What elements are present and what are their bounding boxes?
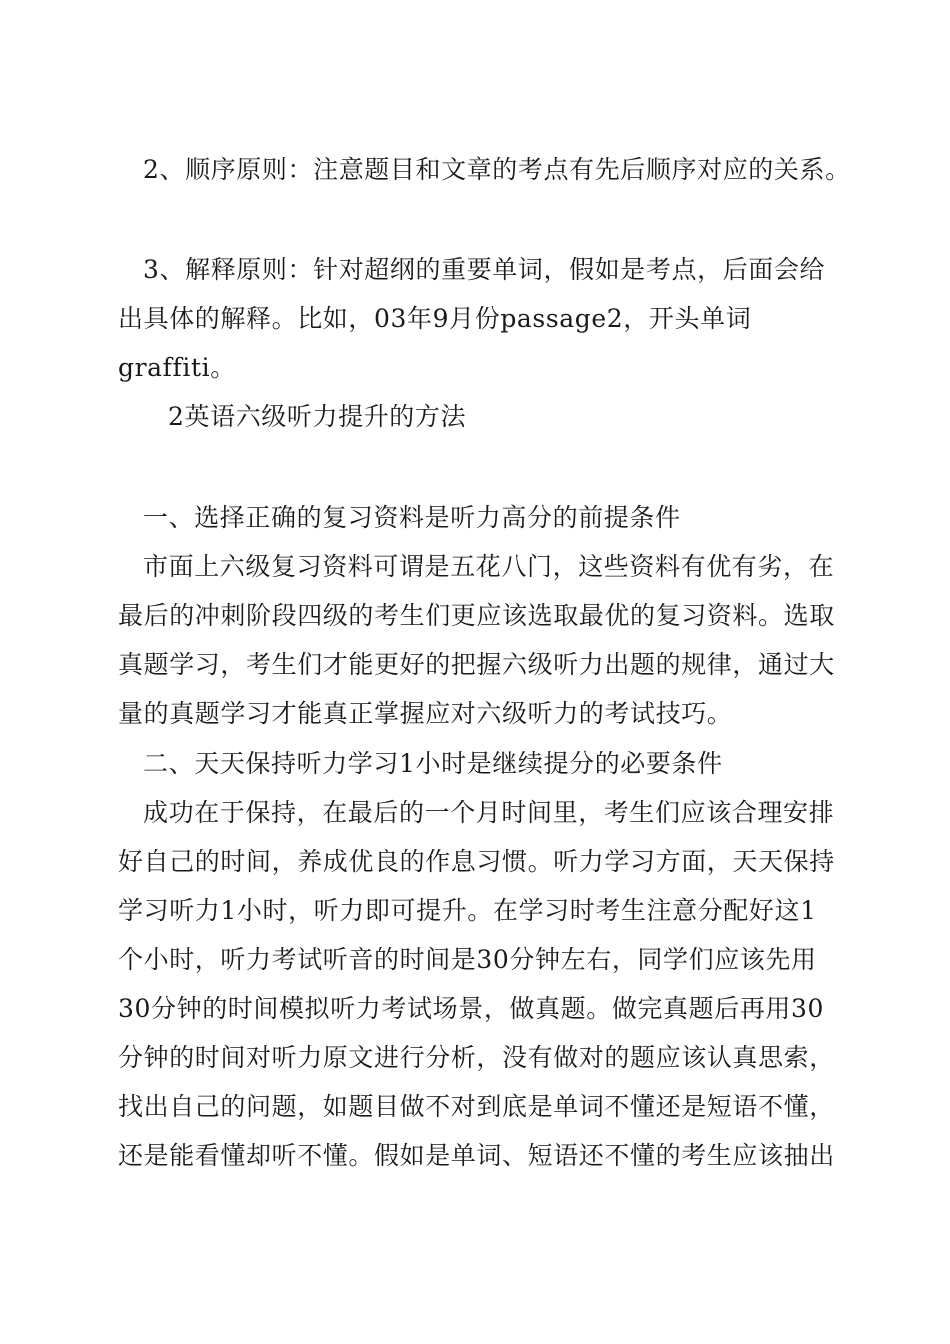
paragraph-explanation-principle-line-3: graffiti。: [118, 353, 236, 382]
subheading-one: 一、选择正确的复习资料是听力高分的前提条件: [143, 503, 681, 532]
paragraph-one-line-3: 真题学习，考生们才能更好的把握六级听力出题的规律，通过大: [118, 650, 835, 679]
paragraph-two-line-2: 好自己的时间，养成优良的作息习惯。听力学习方面，天天保持: [118, 847, 835, 876]
paragraph-one-line-2: 最后的冲刺阶段四级的考生们更应该选取最优的复习资料。选取: [118, 601, 835, 630]
subheading-two: 二、天天保持听力学习1小时是继续提分的必要条件: [143, 749, 723, 778]
paragraph-order-principle: 2、顺序原则：注意题目和文章的考点有先后顺序对应的关系。: [143, 155, 851, 184]
paragraph-explanation-principle-line-1: 3、解释原则：针对超纲的重要单词，假如是考点，后面会给: [143, 255, 826, 284]
paragraph-two-line-5: 30分钟的时间模拟听力考试场景，做真题。做完真题后再用30: [118, 994, 825, 1023]
paragraph-one-line-4: 量的真题学习才能真正掌握应对六级听力的考试技巧。: [118, 699, 733, 728]
paragraph-two-line-4: 个小时，听力考试听音的时间是30分钟左右，同学们应该先用: [118, 945, 817, 974]
paragraph-two-line-7: 找出自己的问题，如题目做不对到底是单词不懂还是短语不懂，: [118, 1092, 835, 1121]
section-heading: 2英语六级听力提升的方法: [168, 402, 467, 431]
paragraph-two-line-1: 成功在于保持，在最后的一个月时间里，考生们应该合理安排: [143, 798, 835, 827]
paragraph-two-line-3: 学习听力1小时，听力即可提升。在学习时考生注意分配好这1: [118, 896, 817, 925]
paragraph-two-line-6: 分钟的时间对听力原文进行分析，没有做对的题应该认真思索，: [118, 1043, 835, 1072]
paragraph-two-line-8: 还是能看懂却听不懂。假如是单词、短语还不懂的考生应该抽出: [118, 1141, 835, 1170]
paragraph-one-line-1: 市面上六级复习资料可谓是五花八门，这些资料有优有劣，在: [143, 552, 835, 581]
paragraph-explanation-principle-line-2: 出具体的解释。比如，03年9月份passage2，开头单词: [118, 304, 752, 333]
